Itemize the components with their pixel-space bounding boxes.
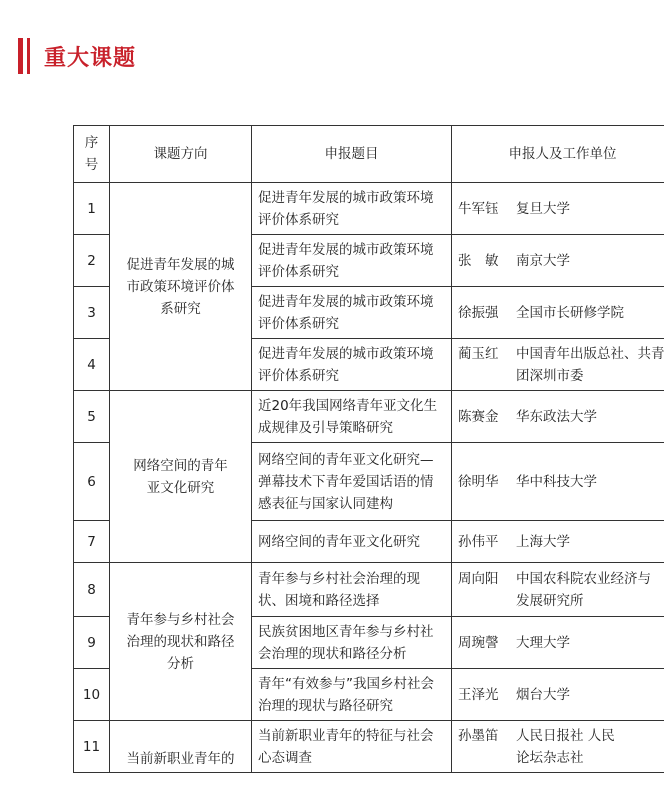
applicant-name: 孙墨笛 bbox=[458, 727, 499, 744]
applicant-unit: 全国市长研修学院 bbox=[516, 304, 624, 321]
applicant-unit: 南京大学 bbox=[516, 252, 570, 269]
direction-cell: 促进青年发展的城市政策环境评价体系研究 bbox=[110, 183, 252, 391]
heading-accent-bar bbox=[18, 38, 23, 74]
applicant-name: 徐明华 bbox=[458, 473, 499, 490]
header-title: 申报题目 bbox=[252, 126, 452, 183]
row-applicant bbox=[452, 391, 664, 443]
row-applicant bbox=[452, 287, 664, 339]
section-heading bbox=[18, 36, 136, 76]
direction-cell: 当前新职业青年的 bbox=[110, 721, 252, 773]
applicant-unit: 上海大学 bbox=[516, 533, 570, 550]
applicant-name: 周琬謦 bbox=[458, 634, 499, 651]
row-applicant bbox=[452, 563, 664, 617]
row-title: 近20年我国网络青年亚文化生成规律及引导策略研究 bbox=[252, 391, 452, 443]
header-direction: 课题方向 bbox=[110, 126, 252, 183]
applicant-name: 蔺玉红 bbox=[458, 345, 499, 362]
row-applicant bbox=[452, 443, 664, 521]
header-num: 序号 bbox=[74, 126, 110, 183]
row-title: 促进青年发展的城市政策环境评价体系研究 bbox=[252, 287, 452, 339]
row-num: 6 bbox=[74, 443, 110, 521]
row-num: 7 bbox=[74, 521, 110, 563]
row-applicant bbox=[452, 721, 664, 773]
row-applicant bbox=[452, 617, 664, 669]
header-applicant: 申报人及工作单位 bbox=[452, 126, 664, 183]
row-title: 网络空间的青年亚文化研究—弹幕技术下青年爱国话语的情感表征与国家认同建构 bbox=[252, 443, 452, 521]
table-row bbox=[74, 721, 664, 773]
table-row bbox=[74, 391, 664, 443]
table-row bbox=[74, 183, 664, 235]
row-applicant bbox=[452, 183, 664, 235]
applicant-unit: 烟台大学 bbox=[516, 686, 570, 703]
direction-cell: 网络空间的青年亚文化研究 bbox=[110, 391, 252, 563]
row-applicant bbox=[452, 669, 664, 721]
applicant-unit: 华东政法大学 bbox=[516, 408, 597, 425]
row-num: 5 bbox=[74, 391, 110, 443]
applicant-unit: 华中科技大学 bbox=[516, 473, 597, 490]
table-header-row bbox=[74, 126, 664, 183]
row-num: 9 bbox=[74, 617, 110, 669]
direction-cell: 青年参与乡村社会治理的现状和路径分析 bbox=[110, 563, 252, 721]
row-applicant bbox=[452, 521, 664, 563]
applicant-name: 王泽光 bbox=[458, 686, 499, 703]
heading-accent-bar-thin bbox=[27, 38, 30, 74]
applicant-unit: 中国农科院农业经济与发展研究所 bbox=[516, 570, 651, 609]
row-title: 网络空间的青年亚文化研究 bbox=[252, 521, 452, 563]
applicant-unit: 中国青年出版总社、共青团深圳市委 bbox=[516, 345, 664, 384]
row-num: 11 bbox=[74, 721, 110, 773]
applicant-unit: 人民日报社 人民论坛杂志社 bbox=[516, 727, 615, 766]
row-num: 4 bbox=[74, 339, 110, 391]
table-row bbox=[74, 563, 664, 617]
applicant-name: 周向阳 bbox=[458, 570, 499, 587]
row-title: 民族贫困地区青年参与乡村社会治理的现状和路径分析 bbox=[252, 617, 452, 669]
applicant-name: 陈赛金 bbox=[458, 408, 499, 425]
row-title: 促进青年发展的城市政策环境评价体系研究 bbox=[252, 235, 452, 287]
row-num: 3 bbox=[74, 287, 110, 339]
row-num: 10 bbox=[74, 669, 110, 721]
row-num: 8 bbox=[74, 563, 110, 617]
applicant-name: 徐振强 bbox=[458, 304, 499, 321]
heading-title: 重大课题 bbox=[44, 45, 137, 71]
row-applicant bbox=[452, 339, 664, 391]
row-title: 当前新职业青年的特征与社会心态调查 bbox=[252, 721, 452, 773]
applicant-name: 孙伟平 bbox=[458, 533, 499, 550]
applicant-name: 牛军钰 bbox=[458, 200, 499, 217]
row-title: 青年参与乡村社会治理的现状、困境和路径选择 bbox=[252, 563, 452, 617]
topics-table bbox=[73, 125, 664, 773]
row-num: 2 bbox=[74, 235, 110, 287]
applicant-unit: 大理大学 bbox=[516, 634, 570, 651]
applicant-unit: 复旦大学 bbox=[516, 200, 570, 217]
row-title: 促进青年发展的城市政策环境评价体系研究 bbox=[252, 339, 452, 391]
row-title: 青年“有效参与”我国乡村社会治理的现状与路径研究 bbox=[252, 669, 452, 721]
applicant-name: 张 敏 bbox=[458, 252, 499, 269]
row-num: 1 bbox=[74, 183, 110, 235]
row-applicant bbox=[452, 235, 664, 287]
row-title: 促进青年发展的城市政策环境评价体系研究 bbox=[252, 183, 452, 235]
